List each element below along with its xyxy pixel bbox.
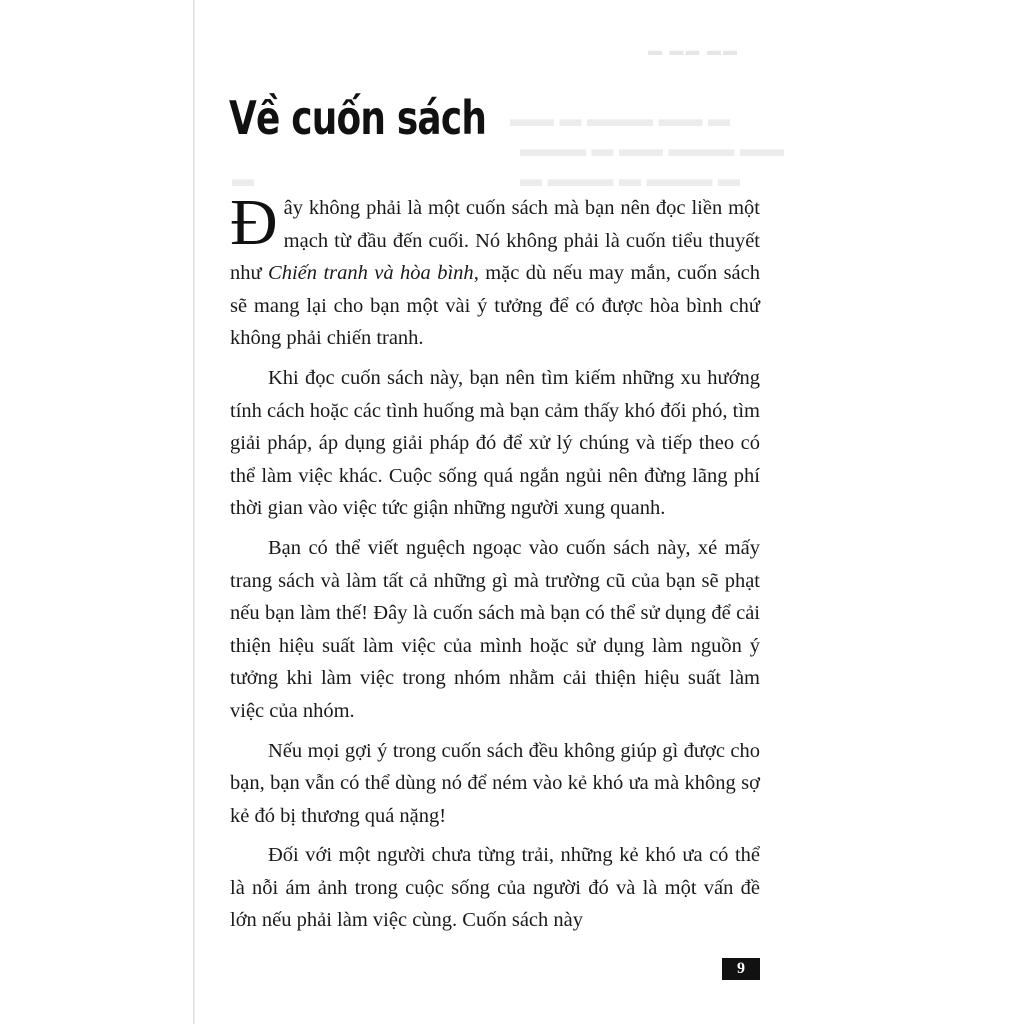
- show-through-text: ▬▬▬ ▬ ▬▬ ▬▬▬ ▬▬: [520, 136, 784, 161]
- drop-cap: Đ: [230, 186, 278, 259]
- paragraph-4: Nếu mọi gợi ý trong cuốn sách đều không giúp gì được cho bạn, bạn vẫn có thể dùng nó để ném vào kẻ khó ưa mà không sợ kẻ đó bị thương quá nặng!: [230, 739, 760, 827]
- page-number-badge: 9: [722, 958, 760, 980]
- chapter-title: Về cuốn sách: [229, 91, 487, 145]
- show-through-text: ▬: [232, 166, 254, 191]
- show-through-text: ▬▬ ▬ ▬▬▬ ▬▬ ▬: [510, 106, 730, 131]
- paragraph-2: Khi đọc cuốn sách này, bạn nên tìm kiếm những xu hướng tính cách hoặc các tình huống mà bạn cảm thấy khó đối phó, tìm giải pháp, áp dụng giải pháp đó để xử lý chúng và tiếp theo có thể làm việc khác. Cuộc sống quá ngắn ngủi nên đừng lãng phí thời gian vào việc tức giận những người xung quanh.: [230, 366, 760, 520]
- page-edge: [193, 0, 195, 1024]
- show-through-header: ▬ ▬▬ ▬▬: [648, 44, 739, 59]
- paragraph-1: [230, 186, 761, 355]
- book-title-italic: Chiến tranh và hòa bình: [268, 262, 474, 285]
- paragraph-5: Đối với một người chưa từng trải, những kẻ khó ưa có thể là nỗi ám ảnh trong cuộc sống của người đó và là một vấn đề lớn nếu phải làm việc cùng. Cuốn sách này: [230, 844, 760, 932]
- show-through-text: ▬ ▬▬▬ ▬ ▬▬▬ ▬: [520, 166, 740, 191]
- paragraph-3: Bạn có thể viết nguệch ngoạc vào cuốn sách này, xé mấy trang sách và làm tất cả những gì mà trường cũ của bạn sẽ phạt nếu bạn làm thế! Đây là cuốn sách mà bạn có thể sử dụng để cải thiện hiệu suất làm việc của mình hoặc sử dụng làm nguồn ý tưởng khi làm việc trong nhóm nhằm cải thiện hiệu suất làm việc của nhóm.: [230, 536, 760, 722]
- body-text: [230, 186, 761, 944]
- paragraph-1-text-a: ây không phải là một cuốn sách mà bạn nên đọc liền một mạch từ đầu đến cuối. Nó không phải là cuốn tiểu thuyết như: [230, 197, 760, 285]
- paragraph-1-text-b: , mặc dù nếu may mắn, cuốn sách sẽ mang lại cho bạn một vài ý tưởng để có được hòa bình chứ không phải chiến tranh.: [230, 262, 761, 350]
- page-margin-left: [0, 0, 193, 1024]
